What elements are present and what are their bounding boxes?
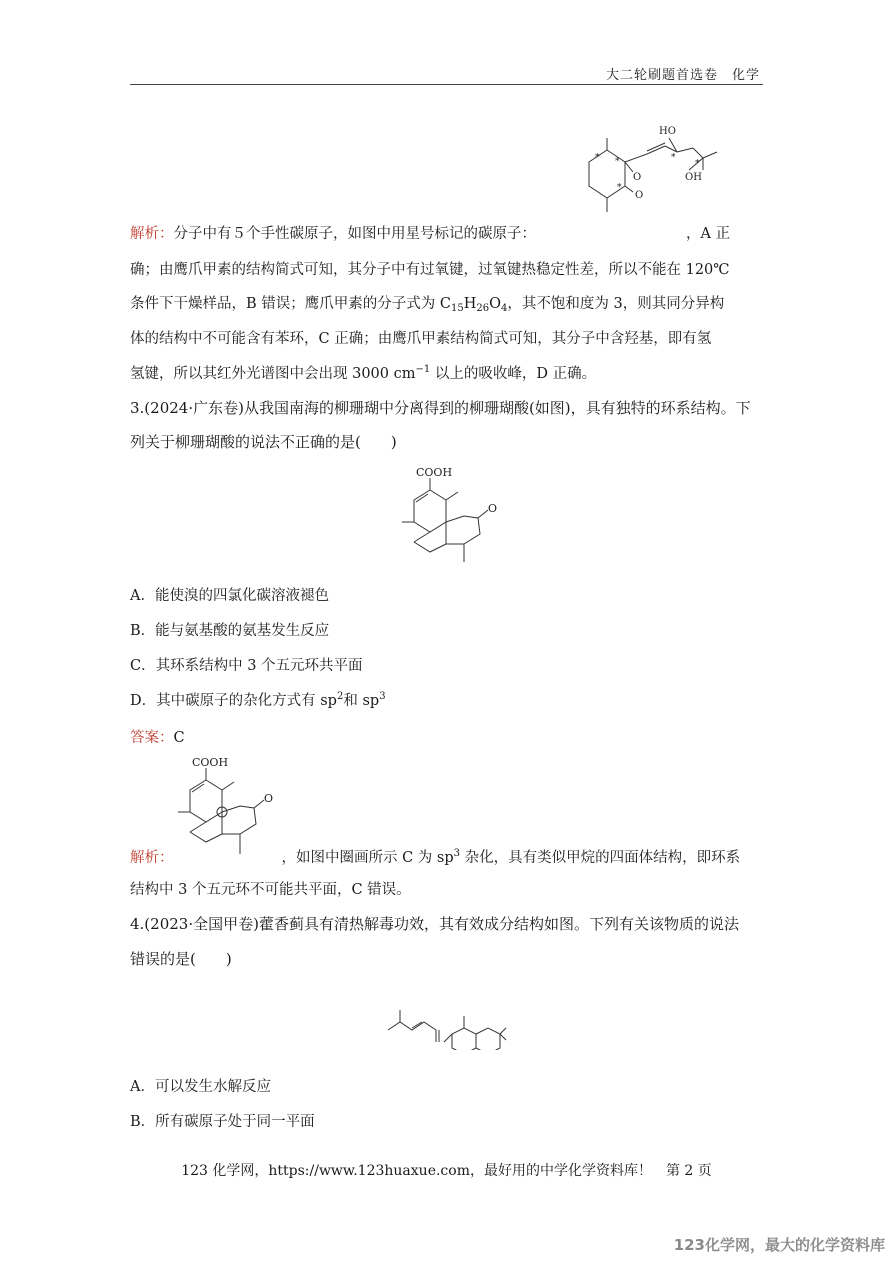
q3-analysis-line1: 解析： ，如图中圈画所示 C 为 $sp^3$ 杂化，具有类似甲烷的四面体结构，即环系: [130, 848, 741, 866]
q4-option-b[interactable]: B．所有碳原子处于同一平面: [130, 1114, 315, 1130]
analysis1-line5: 氢键，所以其红外光谱图中会出现 3000 $cm^{-1}$ 以上的吸收峰，D 正确。: [130, 364, 597, 382]
page-footer: 123 化学网，https://www.123huaxue.com，最好用的中学化学资料库！ 第 2 页: [181, 1163, 712, 1179]
mol1-oh-label: OH: [685, 172, 702, 183]
header-rule: [130, 84, 763, 85]
q3-stem-line1: 3.(2024·广东卷)从我国南海的柳珊瑚中分离得到的柳珊瑚酸(如图)，具有独特的环系结构。下: [130, 399, 751, 417]
mol1-star-2: *: [617, 183, 622, 193]
mol1-star-1: *: [615, 157, 620, 167]
q3-option-b[interactable]: B．能与氨基酸的氨基发生反应: [130, 623, 330, 639]
mol1-star-3: *: [595, 153, 600, 163]
q3-ketone-o-label: O: [488, 502, 498, 515]
q4-stem-line2: 错误的是( ): [130, 950, 232, 968]
molecule-1-structure: [585, 120, 725, 230]
mol1-ho-label: HO: [659, 126, 676, 137]
q4-molecule-structure: [384, 990, 508, 1050]
analysis1-line1: 解析：分子中有５个手性碳原子，如图中用星号标记的碳原子： ，A 正: [130, 226, 731, 242]
q3-stem-line2: 列关于柳珊瑚酸的说法不正确的是( ): [130, 433, 397, 451]
watermark: 123化学网，最大的化学资料库: [673, 1236, 885, 1254]
q3-analysis-ketone-o-label: O: [264, 792, 274, 805]
q3-analysis-line2: 结构中 3 个五元环不可能共平面，C 错误。: [130, 882, 411, 898]
mol1-o2-label: O: [635, 190, 644, 201]
analysis1-label: 解析：: [130, 226, 174, 242]
q3-molecule-structure: [398, 462, 508, 572]
q3-option-d[interactable]: D．其中碳原子的杂化方式有 $sp^2$和 $sp^3$: [130, 691, 386, 709]
mol1-star-4: *: [671, 153, 676, 163]
analysis1-line4: 体的结构中不可能含有苯环，C 正确；由鹰爪甲素结构简式可知，其分子中含羟基，即有氢: [130, 331, 712, 347]
analysis1-line2: 确；由鹰爪甲素的结构简式可知，其分子中有过氧键，过氧键热稳定性差，所以不能在 120℃: [130, 262, 730, 278]
analysis1-line3: 条件下干燥样品，B 错误；鹰爪甲素的分子式为 $C_{15}H_{26}O_4$，其不饱和度为 3，则其同分异构: [130, 296, 725, 314]
q3-option-c[interactable]: C．其环系结构中 3 个五元环共平面: [130, 658, 363, 674]
q4-stem-line1: 4.(2023·全国甲卷)藿香蓟具有清热解毒功效，其有效成分结构如图。下列有关该物质的说法: [130, 915, 739, 933]
header-title: 大二轮刷题首选卷 化学: [605, 68, 760, 83]
q3-answer: 答案：C: [130, 730, 185, 746]
q3-cooh-label: COOH: [416, 466, 453, 479]
q3-analysis-cooh-label: COOH: [192, 756, 229, 769]
q3-option-a[interactable]: A．能使溴的四氯化碳溶液褪色: [130, 588, 329, 604]
mol1-o1-label: O: [633, 172, 642, 183]
q4-option-a[interactable]: A．可以发生水解反应: [130, 1079, 271, 1095]
mol1-star-5: *: [695, 159, 700, 169]
